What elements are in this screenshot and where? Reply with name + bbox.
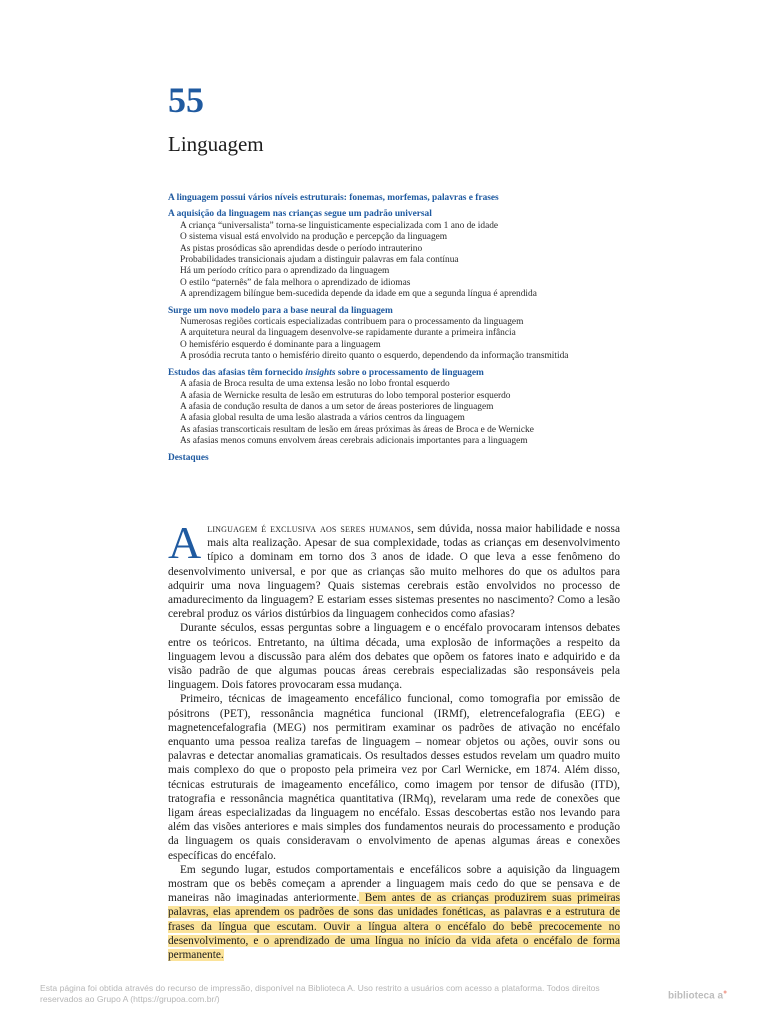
outline-heading-5: Destaques	[168, 452, 209, 463]
outline-item: A afasia de Broca resulta de uma extensa lesão no lobo frontal esquerdo	[180, 379, 450, 390]
outline-item: A afasia de Wernicke resulta de lesão em estruturas do lobo temporal posterior esquerdo	[180, 390, 511, 401]
outline-item: As afasias menos comuns envolvem áreas cerebrais adicionais importantes para a linguagem	[180, 436, 528, 447]
outline-item: Há um período crítico para o aprendizado da linguagem	[180, 266, 390, 277]
outline-item: As afasias transcorticais resultam de lesão em áreas próximas às áreas de Broca e de Wernicke	[180, 424, 534, 435]
outline-item: A criança “universalista” torna-se linguisticamente especializada com 1 ano de idade	[180, 220, 499, 231]
brand-dot-icon: ●	[723, 989, 728, 996]
outline-item: A prosódia recruta tanto o hemisfério direito quanto o esquerdo, dependendo da informação transmitida	[180, 351, 569, 362]
outline-item: O estilo “paternês” de fala melhora o aprendizado de idiomas	[180, 277, 411, 288]
paragraph-4-text: Em segundo lugar, estudos comportamentais e encefálicos sobre a aquisição da linguagem mostram que os bebês começam a aprender a linguagem mais cedo do que se pensava e de maneiras não imaginadas anteriormente.	[168, 863, 620, 905]
highlighted-passage: Bem antes de as crianças produzirem suas primeiras palavras, elas aprendem os padrões de sons das unidades fonéticas, as palavras e a estrutura de frases da língua que escutam. Ouvir a língua altera o encéfalo do bebê precocemente no desenvolvimento, e o aprendizado de uma língua no início da vida afeta o encéfalo de forma permanente.	[168, 892, 620, 962]
outline-item: A afasia global resulta de uma lesão alastrada a vários centros da linguagem	[180, 413, 465, 424]
chapter-title: Linguagem	[168, 132, 264, 156]
outline-item: Numerosas regiões corticais especializadas contribuem para o processamento da linguagem	[180, 317, 524, 328]
drop-cap: A	[168, 517, 202, 568]
outline-item: O hemisfério esquerdo é dominante para a linguagem	[180, 339, 381, 350]
outline-heading-4-italic: insights	[305, 367, 336, 378]
outline-heading-1: A linguagem possui vários níveis estruturais: fonemas, morfemas, palavras e frases	[168, 193, 499, 203]
brand-logo	[668, 989, 727, 1001]
outline-item: A arquitetura neural da linguagem desenvolve-se rapidamente durante a primeira infância	[180, 328, 516, 339]
paragraph-1-text: , sem dúvida, nossa maior habilidade e nossa mais alta realização. Apesar de sua complexidade, todas as crianças em desenvolvimento típico a dominam em torno dos 3 anos de idade. O que leva a esse fenômeno do desenvolvimento universal, e por que as crianças são muito melhores do que os adultos para adquirir uma nova linguagem? Quais sistemas cerebrais estão envolvidos no processo de amadurecimento da linguagem? E estariam esses sistemas presentes no nascimento? Como a lesão cerebral produz os vários distúrbios da linguagem conhecidos como afasias?	[168, 523, 620, 621]
paragraph-4	[168, 863, 620, 962]
chapter-number: 55	[168, 80, 204, 120]
outline-item: Probabilidades transicionais ajudam a distinguir palavras em fala contínua	[180, 255, 459, 266]
outline-item: A afasia de condução resulta de danos a um setor de áreas posteriores de linguagem	[180, 401, 494, 412]
outline-item: O sistema visual está envolvido na produção e percepção da linguagem	[180, 232, 448, 243]
brand-name: biblioteca a	[668, 990, 724, 1002]
outline-heading-3: Surge um novo modelo para a base neural da linguagem	[168, 305, 393, 316]
lead-in-smallcaps: linguagem é exclusiva aos seres humanos	[207, 523, 411, 535]
outline-heading-4-post: sobre o processamento de linguagem	[335, 367, 484, 378]
paragraph-2: Durante séculos, essas perguntas sobre a linguagem e o encéfalo provocaram intensos debates entre os teóricos. Entretanto, na última década, uma explosão de informações a respeito da linguagem levou a discussão para além dos debates que opõem os fatores inato e adquirido e da visão padrão de que algumas poucas áreas cerebrais especializadas são responsáveis pela linguagem. Dois fatores provocaram essa mudança.	[168, 622, 620, 692]
outline-item: As pistas prosódicas são aprendidas desde o período intrauterino	[180, 243, 423, 254]
outline-heading-4	[168, 368, 608, 379]
outline-heading-4-pre: Estudos das afasias têm fornecido	[168, 367, 306, 378]
print-notice: Esta página foi obtida através do recurso de impressão, disponível na Biblioteca A. Uso restrito a usuários com acesso a plataforma. Todos direitos reservados ao Grupo A (https://grupoa.com.br/)	[40, 983, 600, 1004]
paragraph-3: Primeiro, técnicas de imageamento encefálico funcional, como tomografia por emissão de pósitrons (PET), ressonância magnética funcional (IRMf), eletrencefalografia (EEG) e magnetencefalografia (MEG) nos permitiram examinar os padrões de ativação no encéfalo enquanto uma pessoa realiza tarefas de linguagem – nomear objetos ou ações, ouvir sons ou palavras e detectar anomalias gramaticais. Os resultados desses estudos revelam um quadro muito mais complexo do que o proposto pela primeira vez por Carl Wernicke, em 1874. Além disso, técnicas estruturais de imageamento encefálico, como imagem por tensor de difusão (ITD), tratografia e ressonância magnética quantitativa (IRMq), revelaram uma rede de conexões que ligam áreas especializadas da linguagem no encéfalo. Essas descobertas estão nos levando para além das visões anteriores e mais simples dos fundamentos neurais do processamento e produção da linguagem os quais consideravam o envolvimento de apenas algumas áreas e conexões específicas do encéfalo.	[168, 693, 620, 862]
paragraph-1	[168, 517, 620, 621]
chapter-body	[168, 517, 620, 962]
outline-heading-2: A aquisição da linguagem nas crianças segue um padrão universal	[168, 209, 432, 220]
chapter-outline	[168, 193, 608, 464]
outline-item: A aprendizagem bilíngue bem-sucedida depende da idade em que a segunda língua é aprendida	[180, 289, 537, 300]
